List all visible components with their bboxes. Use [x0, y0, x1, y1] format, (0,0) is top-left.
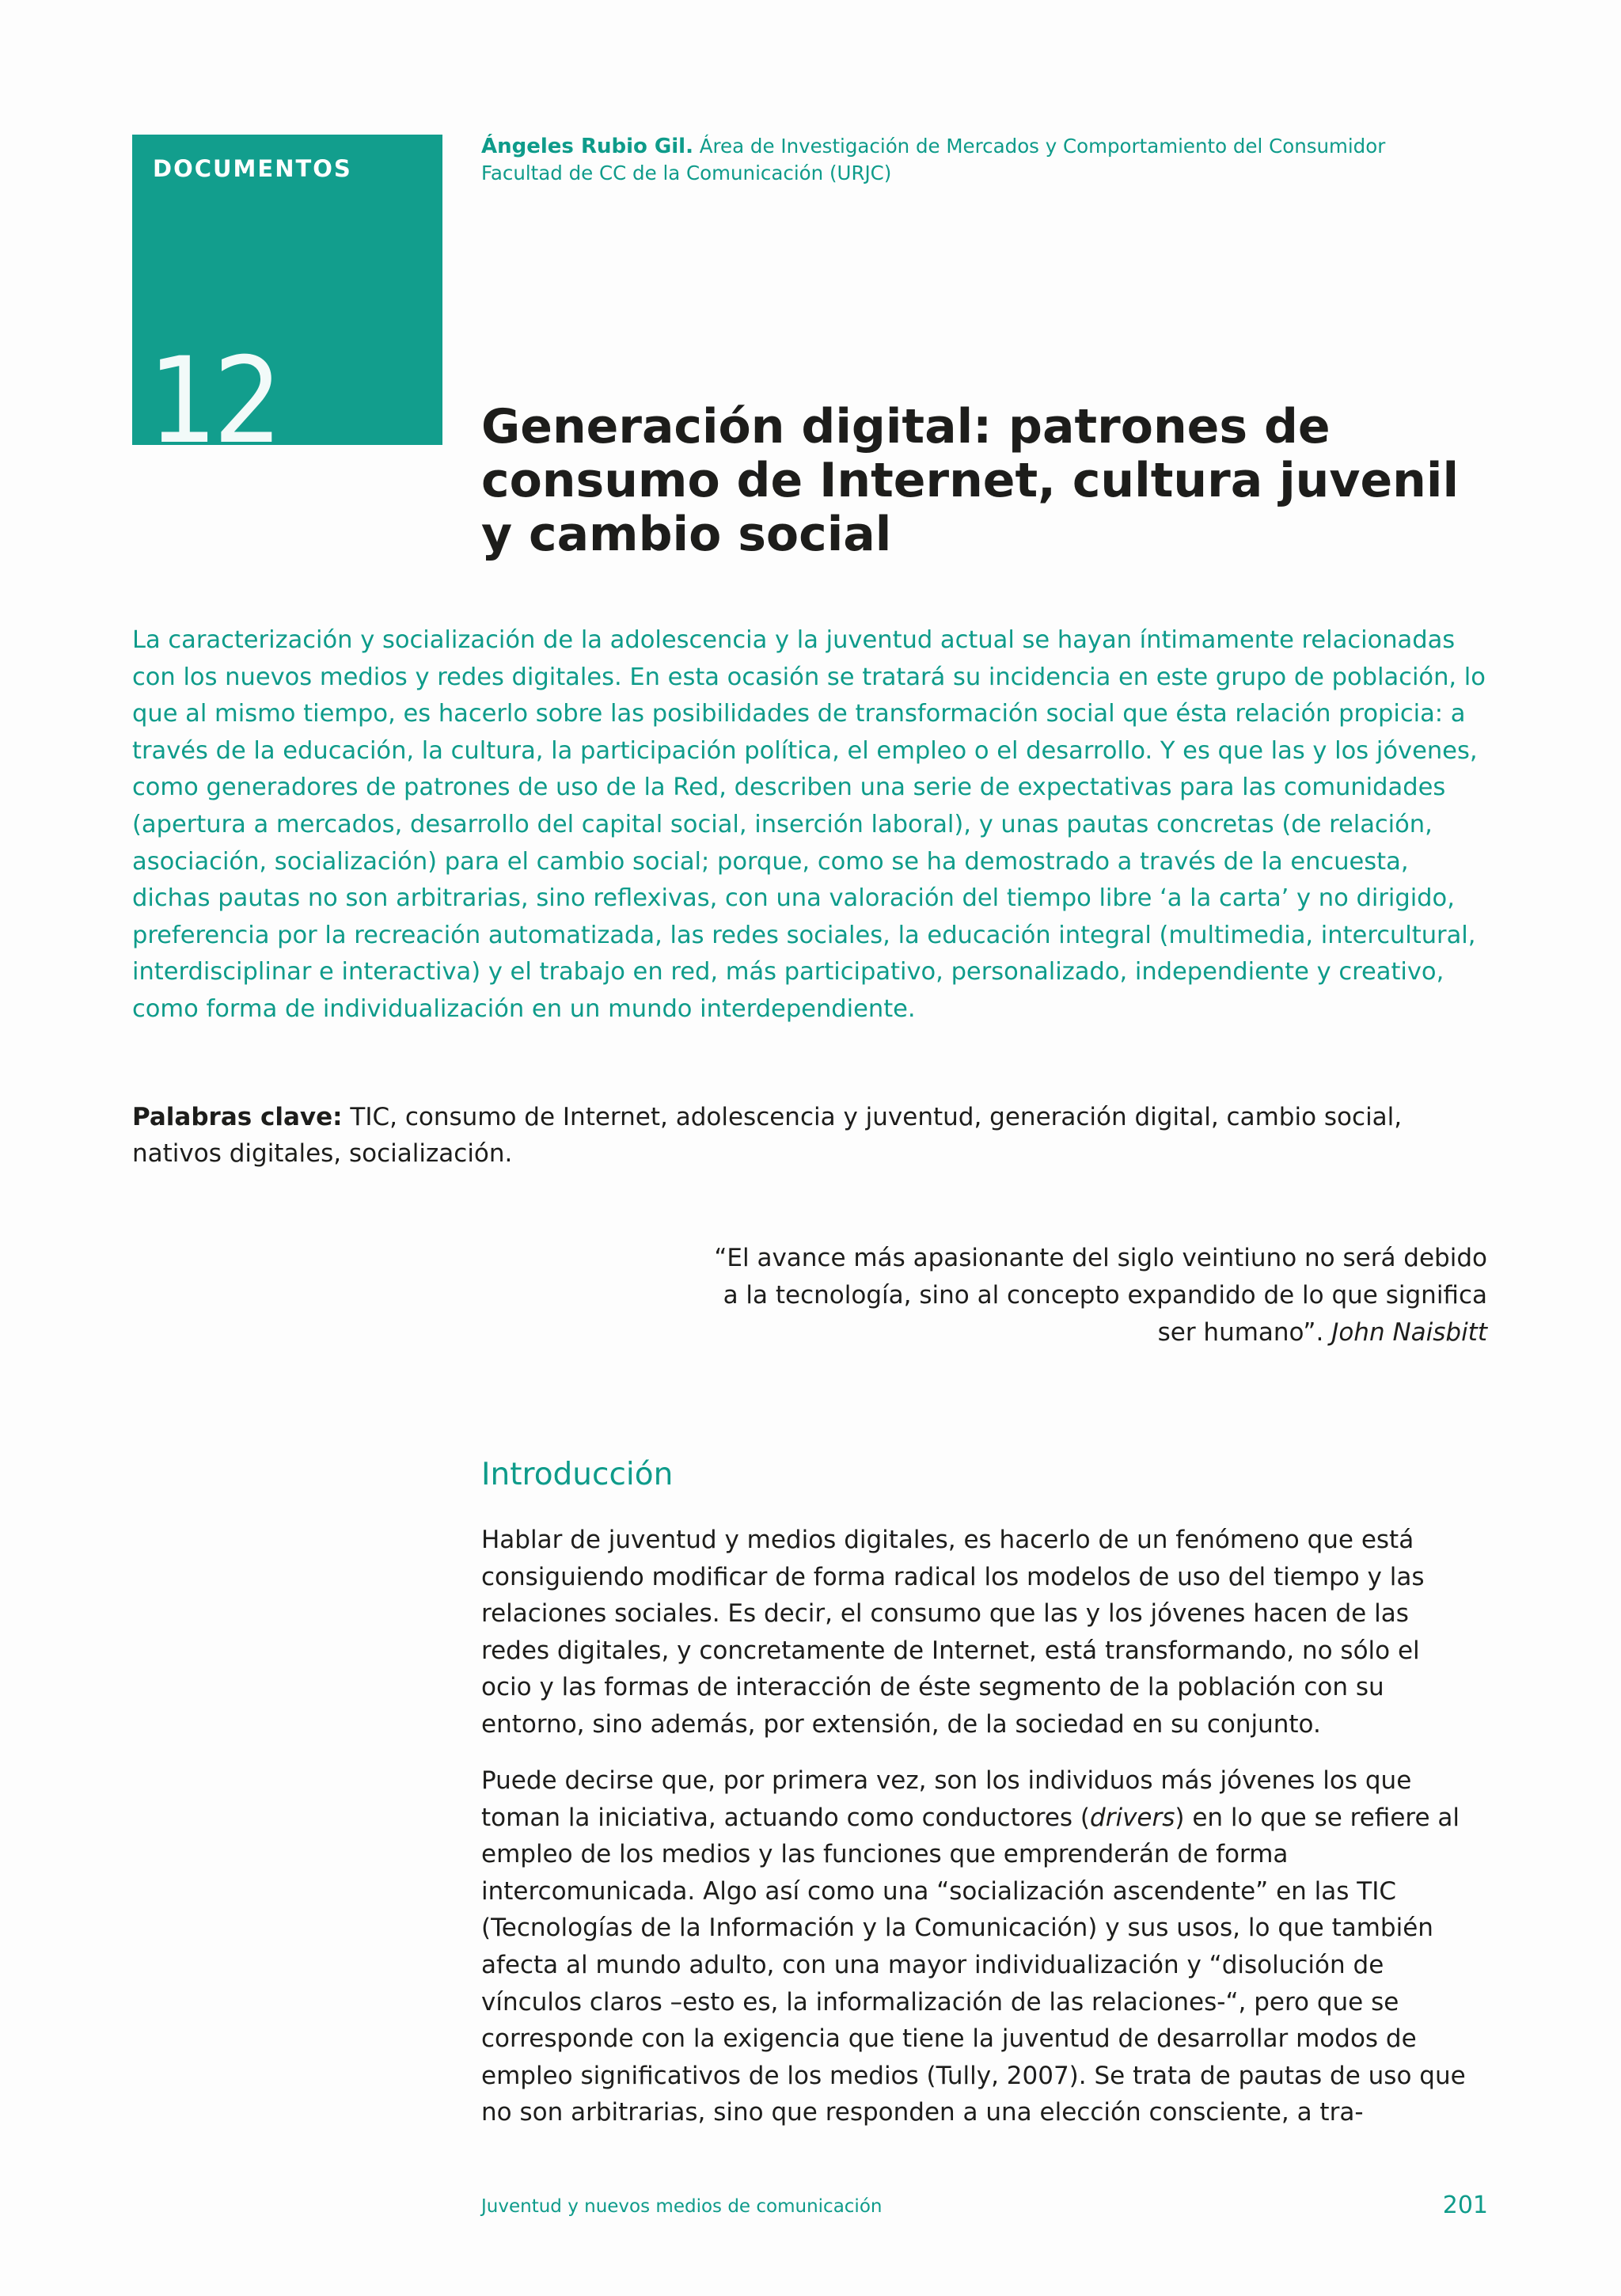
section-label: DOCUMENTOS: [153, 155, 352, 182]
abstract: La caracterización y socialización de la adolescencia y la juventud actual se hayan íntimamente relacionadas con los nuevos medios y redes digitales. En esta ocasión se tratará su incidencia en este grupo de población, lo que al mismo tiempo, es hacerlo sobre las posibilidades de transformación social que ésta relación propicia: a través de la educación, la cultura, la participación política, el empleo o el desarrollo. Y es que las y los jóvenes, como generadores de patrones de uso de la Red, describen una serie de expectativas para las comunidades (apertura a mercados, desarrollo del capital social, inserción laboral), y unas pautas concretas (de relación, asociación, socialización) para el cambio social; porque, como se ha demostrado a través de la encuesta, dichas pautas no son arbitrarias, sino reflexivas, con una valoración del tiempo libre ‘a la carta’ y no dirigido, preferencia por la recreación automatizada, las redes sociales, la educación integral (multimedia, intercultural, interdisciplinar e interactiva) y el trabajo en red, más participativo, personalizado, independiente y creativo, como forma de individualización en un mundo interdependiente.: [132, 626, 1486, 1023]
quote-author: John Naisbitt: [1331, 1318, 1487, 1347]
p2-text-after: ) en lo que se refiere al empleo de los medios y las funciones que emprenderán de forma intercomunicada. Algo así como una “socialización ascendente” en las TIC (Tecnologías de la Información y la Comunicación) y sus usos, lo que también afecta al mundo adulto, con una mayor individualización y “disolución de vínculos claros –esto es, la informalización de las relaciones-“, pero que se corresponde con la exigencia que tiene la juventud de desarrollar modos de empleo significativos de los medios (Tully, 2007). Se trata de pautas de uso que no son arbitrarias, sino que responden a una elección consciente, a tra-: [481, 1803, 1466, 2127]
quote-text: “El avance más apasionante del siglo veintiuno no será debido a la tecnología, sino al concepto expandido de lo que significa ser humano”.: [714, 1244, 1487, 1347]
epigraph-quote: [697, 1240, 1487, 1351]
body-paragraph-1: Hablar de juventud y medios digitales, es hacerlo de un fenómeno que está consiguiendo modificar de forma radical los modelos de uso del tiempo y las relaciones sociales. Es decir, el consumo que las y los jóvenes hacen de las redes digitales, y concretamente de Internet, está transformando, no sólo el ocio y las formas de interacción de éste segmento de la población con su entorno, sino además, por extensión, de la sociedad en su conjunto.: [481, 1526, 1425, 1739]
author-name: Ángeles Rubio Gil.: [481, 135, 693, 158]
section-heading-introduction: Introducción: [481, 1457, 674, 1492]
body-paragraph-2: [481, 1762, 1467, 2131]
page-number: 201: [1442, 2191, 1488, 2219]
p2-italic-term: drivers: [1090, 1803, 1175, 1832]
section-block: [132, 135, 442, 470]
section-number: 12: [148, 333, 279, 470]
author-block: [481, 133, 1510, 187]
keywords-text: TIC, consumo de Internet, adolescencia y juventud, generación digital, cambio social, nativos digitales, socialización.: [132, 1103, 1403, 1168]
keywords-label: Palabras clave:: [132, 1103, 343, 1131]
author-affiliation-line2: Facultad de CC de la Comunicación (URJC): [481, 162, 892, 184]
author-affiliation-line1: Área de Investigación de Mercados y Comportamiento del Consumidor: [699, 135, 1386, 158]
footer-publication-title: Juventud y nuevos medios de comunicación: [481, 2196, 883, 2217]
keywords: [132, 1099, 1487, 1172]
p2-text-before: Puede decirse que, por primera vez, son los individuos más jóvenes los que toman la iniciativa, actuando como conductores (: [481, 1766, 1412, 1832]
article-title: Generación digital: patrones de consumo de Internet, cultura juvenil y cambio social: [481, 399, 1460, 562]
